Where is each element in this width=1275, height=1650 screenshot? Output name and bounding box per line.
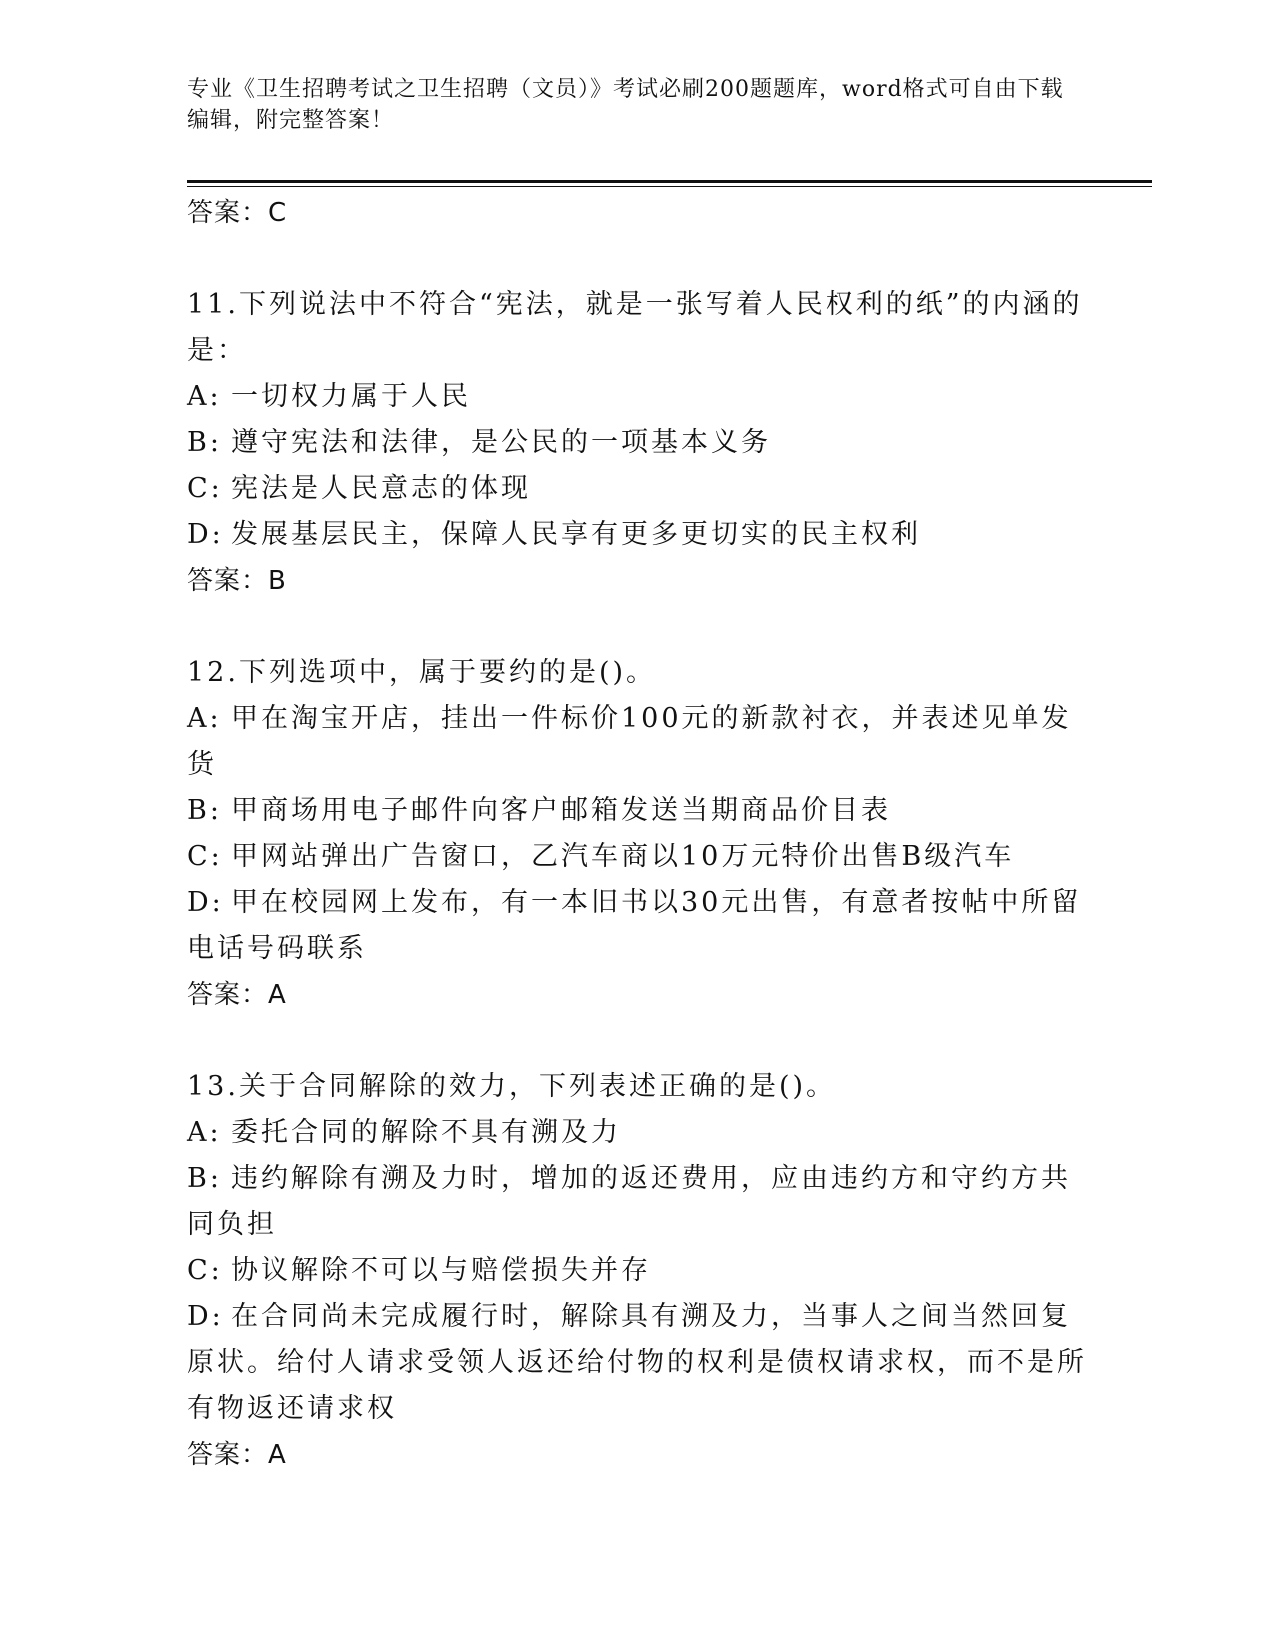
option-c xyxy=(187,834,1087,880)
option-letter: D: xyxy=(187,1301,224,1332)
option-text: 宪法是人民意志的体现 xyxy=(231,473,531,504)
option-text: 协议解除不可以与赔偿损失并存 xyxy=(231,1255,651,1286)
option-b xyxy=(187,1156,1087,1248)
option-text: 遵守宪法和法律，是公民的一项基本义务 xyxy=(231,427,771,458)
option-text: 在合同尚未完成履行时，解除具有溯及力，当事人之间当然回复原状。给付人请求受领人返还给付物的权利是债权请求权，而不是所有物返还请求权 xyxy=(187,1301,1087,1424)
option-d xyxy=(187,880,1087,972)
option-letter: D: xyxy=(187,887,224,918)
option-letter: B: xyxy=(187,795,222,826)
option-letter: B: xyxy=(187,427,222,458)
option-a xyxy=(187,374,1087,420)
question-block-11 xyxy=(187,282,1087,604)
answer-line: 答案：C xyxy=(187,198,288,228)
option-d xyxy=(187,1294,1087,1432)
header-rule-thick xyxy=(187,180,1152,183)
question-stem: 12.下列选项中，属于要约的是()。 xyxy=(187,657,657,688)
option-letter: B: xyxy=(187,1163,222,1194)
option-letter: C: xyxy=(187,841,223,872)
option-text: 甲在校园网上发布，有一本旧书以30元出售，有意者按帖中所留电话号码联系 xyxy=(187,887,1082,964)
option-letter: C: xyxy=(187,473,223,504)
header-rule-thin xyxy=(187,186,1152,187)
spacer xyxy=(187,236,1087,282)
document-body xyxy=(187,190,1087,1478)
option-c xyxy=(187,1248,1087,1294)
question-stem: 11.下列说法中不符合“宪法，就是一张写着人民权利的纸”的内涵的是： xyxy=(187,289,1083,366)
option-text: 甲商场用电子邮件向客户邮箱发送当期商品价目表 xyxy=(231,795,891,826)
answer-line: 答案：B xyxy=(187,566,287,596)
option-text: 违约解除有溯及力时，增加的返还费用，应由违约方和守约方共同负担 xyxy=(187,1163,1071,1240)
option-text: 甲在淘宝开店，挂出一件标价100元的新款衬衣，并表述见单发货 xyxy=(187,703,1072,780)
option-letter: A: xyxy=(187,1117,222,1148)
question-stem: 13.关于合同解除的效力，下列表述正确的是()。 xyxy=(187,1071,837,1102)
document-header: 专业《卫生招聘考试之卫生招聘（文员）》考试必刷200题题库，word格式可自由下载编辑，附完整答案！ xyxy=(187,77,1064,133)
option-d xyxy=(187,512,1087,558)
option-text: 甲网站弹出广告窗口，乙汽车商以10万元特价出售B级汽车 xyxy=(231,841,1015,872)
option-a xyxy=(187,1110,1087,1156)
answer-line: 答案：A xyxy=(187,980,287,1010)
option-letter: C: xyxy=(187,1255,223,1286)
option-text: 委托合同的解除不具有溯及力 xyxy=(231,1117,621,1148)
option-letter: D: xyxy=(187,519,224,550)
spacer xyxy=(187,604,1087,650)
option-letter: A: xyxy=(187,381,222,412)
option-letter: A: xyxy=(187,703,222,734)
option-text: 一切权力属于人民 xyxy=(231,381,471,412)
option-text: 发展基层民主，保障人民享有更多更切实的民主权利 xyxy=(231,519,921,550)
option-c xyxy=(187,466,1087,512)
answer-line: 答案：A xyxy=(187,1440,287,1470)
question-block-13 xyxy=(187,1064,1087,1478)
option-a xyxy=(187,696,1087,788)
option-b xyxy=(187,788,1087,834)
spacer xyxy=(187,1018,1087,1064)
question-block-12 xyxy=(187,650,1087,1018)
option-b xyxy=(187,420,1087,466)
